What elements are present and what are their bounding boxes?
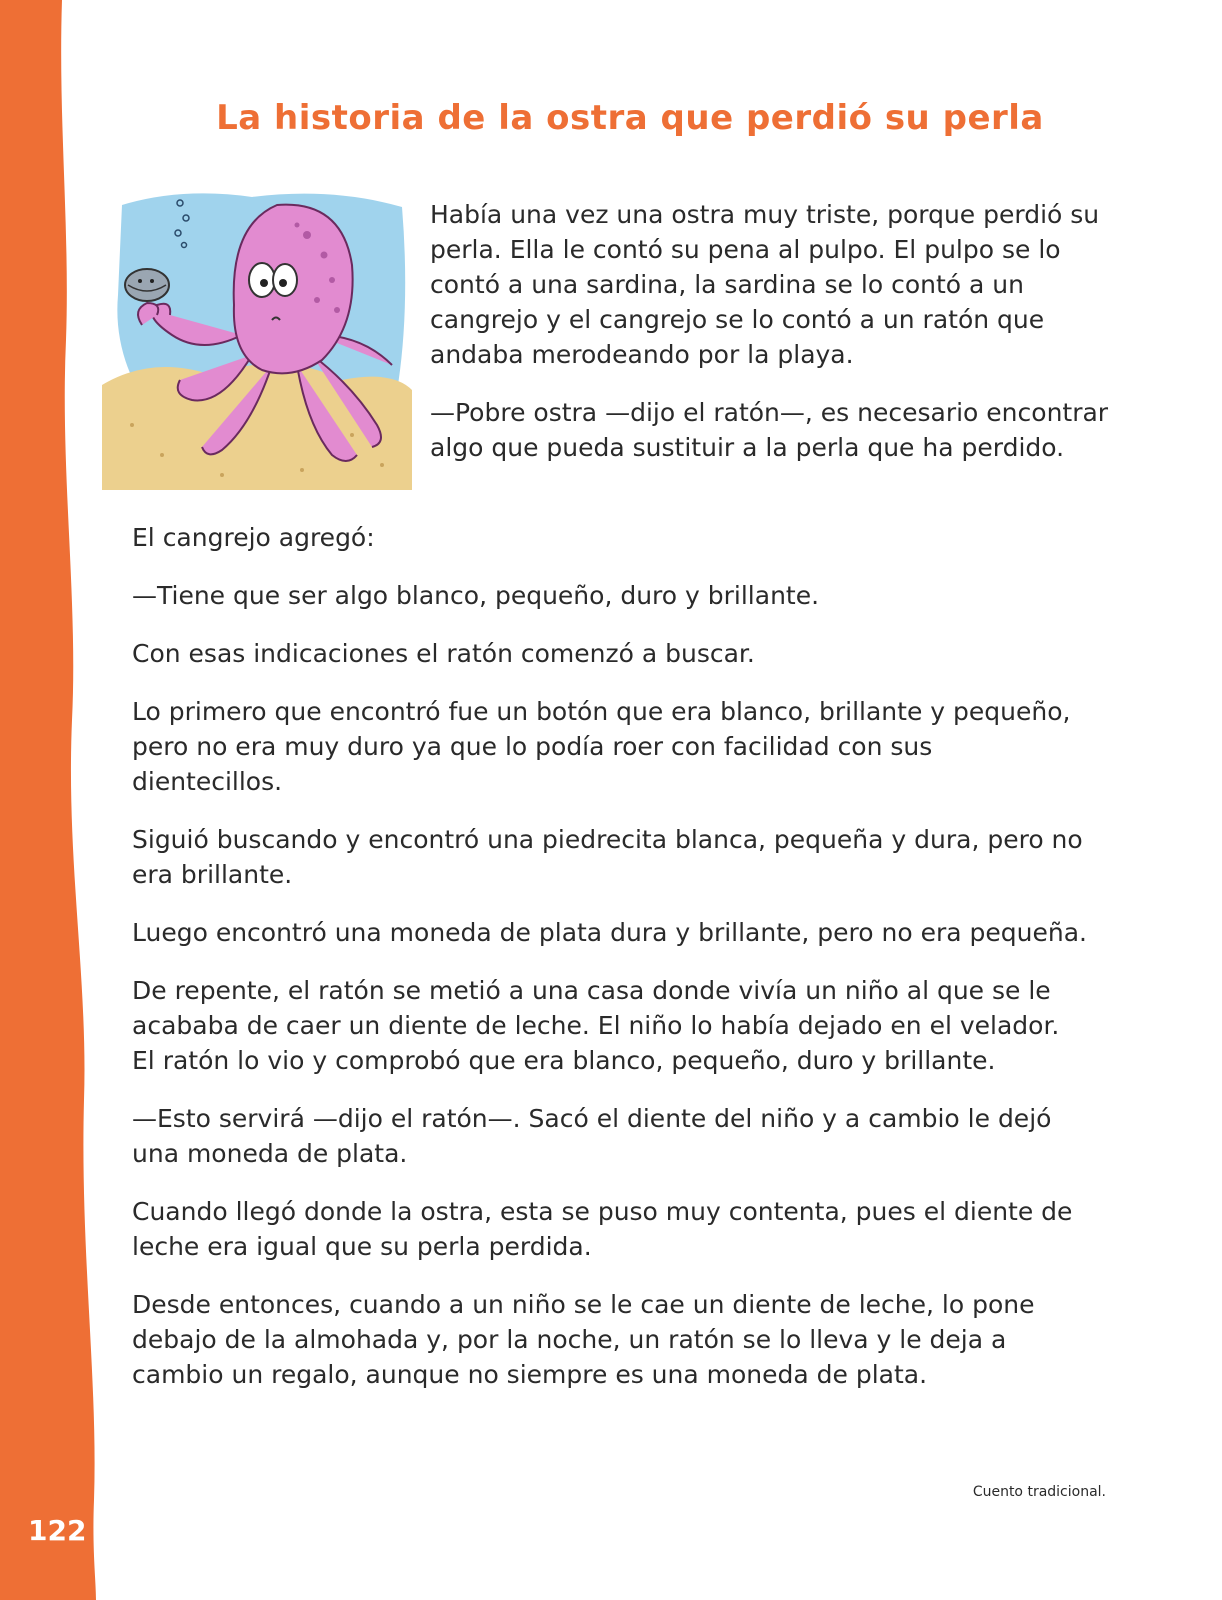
orange-side-band — [0, 0, 110, 1600]
paragraph: Siguió buscando y encontró una piedrecita blanca, pequeña y dura, pero no era brillante. — [132, 825, 1083, 889]
paragraph: De repente, el ratón se metió a una casa donde vivía un niño al que se le acababa de caer un diente de leche. El niño lo había dejado en el velador. El ratón lo vio y comprobó que era blanco, pequeño, duro y brillante. — [132, 976, 1060, 1075]
paragraph: Con esas indicaciones el ratón comenzó a buscar. — [132, 639, 755, 668]
paragraph: El cangrejo agregó: — [132, 523, 375, 552]
paragraph: Cuando llegó donde la ostra, esta se puso muy contenta, pues el diente de leche era igual que su perla perdida. — [132, 1197, 1073, 1261]
paragraph: Había una vez una ostra muy triste, porque perdió su perla. Ella le contó su pena al pulpo. El pulpo se lo contó a una sardina, la sardina se lo contó a un cangrejo y el cangrejo se lo contó a un ratón que andaba merodeando por la playa. — [430, 200, 1100, 369]
paragraph: —Esto servirá —dijo el ratón—. Sacó el diente del niño y a cambio le dejó una moneda de plata. — [132, 1104, 1052, 1168]
page-title: La historia de la ostra que perdió su perla — [216, 98, 1044, 138]
octopus-illustration — [102, 185, 412, 490]
story-credit: Cuento tradicional. — [972, 1484, 1106, 1500]
paragraph: —Pobre ostra —dijo el ratón—, es necesario encontrar algo que pueda sustituir a la perla que ha perdido. — [430, 398, 1109, 462]
paragraph: —Tiene que ser algo blanco, pequeño, duro y brillante. — [132, 581, 820, 610]
story-body — [132, 520, 1087, 1415]
story-intro — [430, 197, 1120, 488]
paragraph: Lo primero que encontró fue un botón que era blanco, brillante y pequeño, pero no era muy duro ya que lo podía roer con facilidad con sus dientecillos. — [132, 697, 1071, 796]
paragraph: Desde entonces, cuando a un niño se le cae un diente de leche, lo pone debajo de la almohada y, por la noche, un ratón se lo lleva y le deja a cambio un regalo, aunque no siempre es una moneda de plata. — [132, 1290, 1035, 1389]
page-number: 122 — [28, 1514, 87, 1547]
paragraph: Luego encontró una moneda de plata dura y brillante, pero no era pequeña. — [132, 918, 1087, 947]
